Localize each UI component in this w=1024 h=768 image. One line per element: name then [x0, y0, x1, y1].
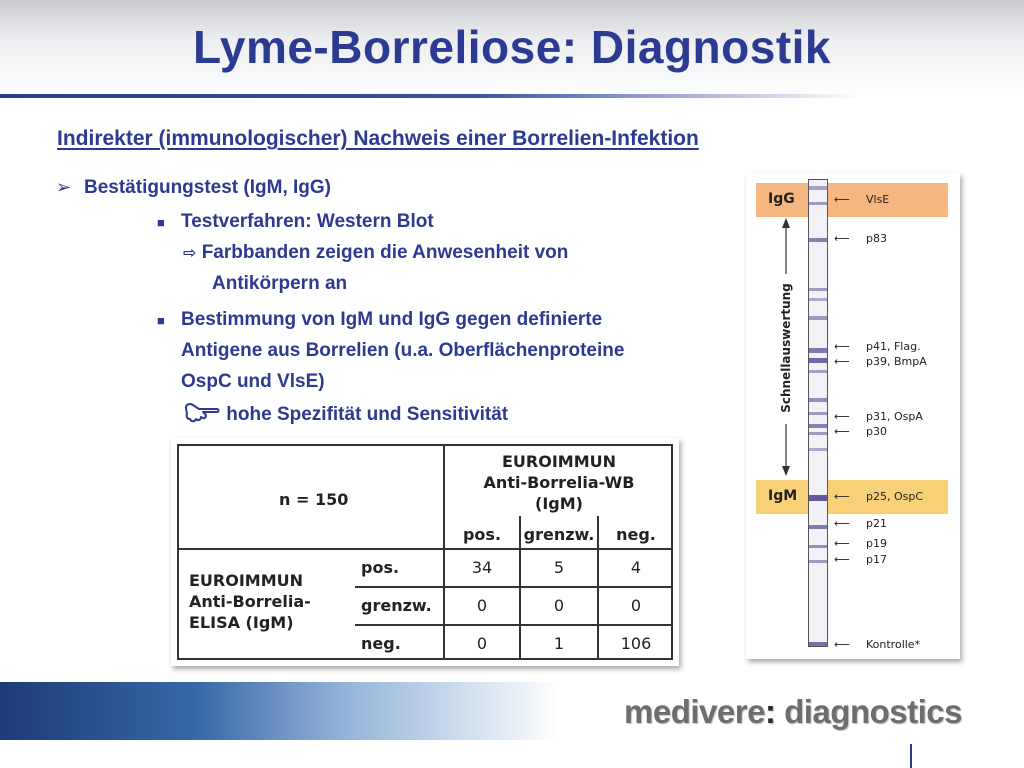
table-cell: 0 — [553, 596, 565, 615]
table-column-header — [445, 451, 673, 514]
page-title: Lyme-Borreliose: Diagnostik — [192, 21, 832, 73]
footer-tick — [910, 744, 912, 768]
slide-subtitle: Indirekter (immunologischer) Nachweis einer Borrelien-Infektion — [57, 127, 699, 150]
sub-bullet-2-note-text: hohe Spezifität und Sensitivität — [226, 404, 509, 425]
table-cell: 0 — [476, 634, 488, 653]
marker-p83: ⟵ p83 — [834, 232, 887, 245]
arrow-left-icon: ⟵ — [834, 638, 850, 651]
row-label-neg: neg. — [361, 634, 401, 653]
arrow-left-icon: ⟵ — [834, 410, 850, 423]
table-cell: 1 — [553, 634, 565, 653]
marker-p25: ⟵ p25, OspC — [834, 490, 924, 503]
igg-label: IgG — [768, 191, 795, 207]
pointing-hand-icon — [183, 400, 221, 424]
table-row-header — [189, 570, 311, 633]
arrow-left-icon: ⟵ — [834, 193, 850, 206]
col-label-neg: neg. — [616, 525, 656, 544]
schnellauswertung-label: Schnellauswertung — [779, 283, 793, 413]
table-cell: 0 — [630, 596, 642, 615]
arrow-left-icon: ⟵ — [834, 425, 850, 438]
marker-p41: ⟵ p41, Flag. — [834, 340, 921, 353]
bullet-main-text: Bestätigungstest (IgM, IgG) — [84, 177, 331, 198]
sub-bullet-1-note-line1: Farbbanden zeigen die Anwesenheit von — [201, 242, 569, 263]
col-label-pos: pos. — [462, 525, 502, 544]
marker-p39: ⟵ p39, BmpA — [834, 355, 927, 368]
row-label-grenzw: grenzw. — [361, 596, 432, 615]
col-header-line1: EUROIMMUN — [501, 452, 617, 471]
logo-part1: medivere — [624, 693, 765, 730]
col-header-line3: (IgM) — [535, 494, 583, 513]
marker-kontrolle: ⟵ Kontrolle* — [834, 638, 921, 651]
arrow-left-icon: ⟵ — [834, 355, 850, 368]
igm-label: IgM — [768, 488, 798, 504]
marker-p17: ⟵ p17 — [834, 553, 887, 566]
marker-vlse: ⟵ VlsE — [834, 193, 890, 206]
row-header-line2: Anti-Borrelia- — [189, 592, 311, 611]
sub-bullet-2-note — [183, 400, 508, 426]
table-cell: 34 — [471, 558, 493, 577]
western-blot-figure — [746, 173, 960, 659]
sub-bullet-2-line3: OspC und VlsE) — [181, 371, 325, 392]
col-header-line2: Anti-Borrelia-WB — [483, 473, 635, 492]
sub-bullet-2-line2: Antigene aus Borrelien (u.a. Oberflächenproteine — [181, 340, 625, 361]
arrow-left-icon: ⟵ — [834, 340, 850, 353]
table-cell: 0 — [476, 596, 488, 615]
marker-p19: ⟵ p19 — [834, 537, 887, 550]
table-cell: 4 — [630, 558, 642, 577]
blot-strip — [808, 179, 828, 647]
square-bullet-icon: ■ — [157, 215, 165, 230]
row-label-pos: pos. — [361, 558, 400, 577]
comparison-table — [177, 444, 673, 660]
row-header-line1: EUROIMMUN — [189, 571, 304, 590]
logo-part2: diagnostics — [775, 693, 962, 730]
comparison-table-panel — [171, 438, 679, 666]
footer-bar — [0, 682, 560, 740]
medivere-logo — [624, 693, 962, 731]
sub-bullet-1-note-line2: Antikörpern an — [212, 273, 348, 294]
col-label-grenzw: grenzw. — [523, 525, 595, 544]
arrow-left-icon: ⟵ — [834, 490, 850, 503]
square-bullet-icon: ■ — [157, 313, 165, 328]
sub-bullet-2-line1: Bestimmung von IgM und IgG gegen definierte — [181, 309, 603, 330]
bullet-main — [56, 177, 331, 199]
table-cell: 106 — [620, 634, 652, 653]
arrow-left-icon: ⟵ — [834, 553, 850, 566]
sub-bullet-1-text: Testverfahren: Western Blot — [181, 211, 434, 232]
sub-bullet-antigens — [157, 304, 625, 397]
arrow-left-icon: ⟵ — [834, 537, 850, 550]
title-underline — [0, 94, 860, 98]
arrow-left-icon: ⟵ — [834, 232, 850, 245]
outline-arrow-icon: ⇨ — [183, 245, 197, 262]
marker-p21: ⟵ p21 — [834, 517, 887, 530]
row-header-line3: ELISA (IgM) — [189, 613, 294, 632]
sub-bullet-western-blot — [157, 206, 434, 237]
logo-colon: : — [764, 693, 776, 730]
table-cell: 5 — [553, 558, 565, 577]
sub-bullet-1-note — [183, 242, 568, 264]
arrow-left-icon: ⟵ — [834, 517, 850, 530]
table-n-label: n = 150 — [279, 490, 349, 509]
marker-p31: ⟵ p31, OspA — [834, 410, 923, 423]
marker-p30: ⟵ p30 — [834, 425, 887, 438]
arrow-bullet-icon: ➢ — [56, 177, 72, 197]
